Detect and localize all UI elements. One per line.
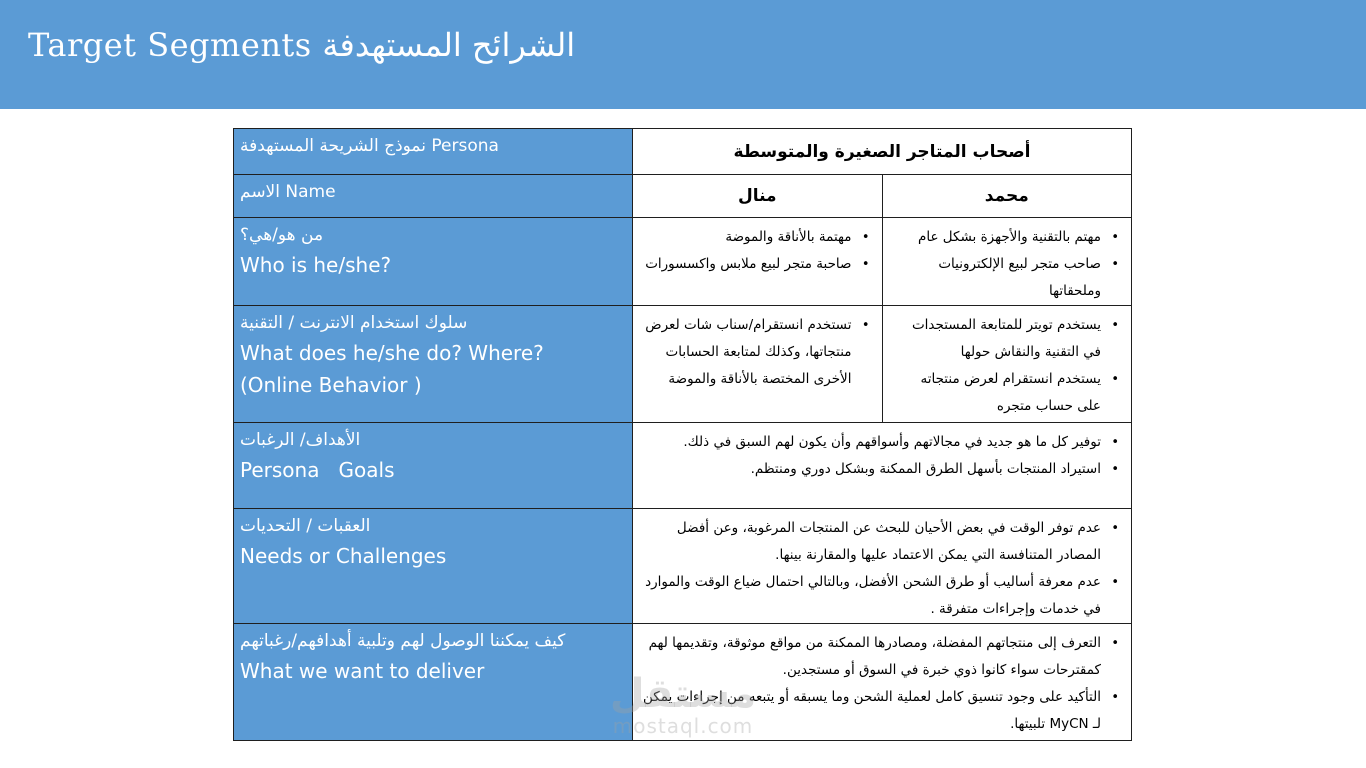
watermark-logo: مستقل <box>609 671 757 717</box>
list-item: • مهتم بالتقنية والأجهزة بشكل عام <box>893 224 1102 251</box>
table-row <box>234 129 1132 175</box>
list-item: • مهتمة بالأناقة والموضة <box>643 224 852 251</box>
table-row <box>234 624 1132 741</box>
table-row <box>234 175 1132 218</box>
list-item: • صاحب متجر لبيع الإلكترونيات وملحقاتها <box>893 251 1102 305</box>
label-ar: كيف يمكننا الوصول لهم وتلبية أهدافهم/رغباتهم <box>240 631 566 651</box>
list-item: • توفير كل ما هو جديد في مجالاتهم وأسواقهم وأن يكون لهم السبق في ذلك. <box>643 429 1101 456</box>
persona-2-name: منال <box>633 175 883 218</box>
label-ar: سلوك استخدام الانترنت / التقنية <box>240 313 468 333</box>
row-label-name <box>234 175 633 218</box>
label-en: Needs or Challenges <box>240 544 447 568</box>
list-item: • يستخدم تويتر للمتابعة المستجدات في التقنية والنقاش حولها <box>893 312 1102 366</box>
list-item: • يستخدم انستقرام لعرض منتجاته على حساب متجره <box>893 366 1102 420</box>
persona-2-behavior <box>633 306 883 423</box>
row-label-deliver <box>234 624 633 741</box>
table-row <box>234 218 1132 306</box>
label-en: What does he/she do? Where? <box>240 341 544 365</box>
persona-1-name: محمد <box>882 175 1132 218</box>
persona-2-who <box>633 218 883 306</box>
row-label-challenges <box>234 509 633 624</box>
slide-header <box>0 0 1366 109</box>
list-item: • صاحبة متجر لبيع ملابس واكسسورات <box>643 251 852 278</box>
persona-1-behavior <box>882 306 1132 423</box>
row-label-goals <box>234 423 633 509</box>
slide-title: Target Segments الشرائح المستهدفة <box>28 26 576 64</box>
row-label-persona <box>234 129 633 175</box>
table-row <box>234 423 1132 509</box>
persona-table <box>233 128 1132 741</box>
row-label-who <box>234 218 633 306</box>
label-ar: نموذج الشريحة المستهدفة Persona <box>240 136 499 156</box>
goals-cell <box>633 423 1132 509</box>
list-item: • عدم توفر الوقت في بعض الأحيان للبحث عن المنتجات المرغوبة، وعن أفضل المصادر المتنافسة التي يمكن الاعتماد عليها والمقارنة بينها. <box>643 515 1101 569</box>
row-label-behavior <box>234 306 633 423</box>
persona-1-who <box>882 218 1132 306</box>
label-en-2: (Online Behavior ) <box>240 373 422 397</box>
label-en: Persona Goals <box>240 458 395 482</box>
table-row <box>234 509 1132 624</box>
label-ar: من هو/هي؟ <box>240 225 324 245</box>
label-ar: العقبات / التحديات <box>240 516 371 536</box>
watermark-text: mostaql.com <box>612 714 754 738</box>
label-ar: الأهداف/ الرغبات <box>240 430 361 450</box>
segment-title: أصحاب المتاجر الصغيرة والمتوسطة <box>633 129 1132 175</box>
list-item: • تستخدم انستقرام/سناب شات لعرض منتجاتها، وكذلك لمتابعة الحسابات الأخرى المختصة بالأناقة والموضة <box>643 312 852 393</box>
list-item: • التعرف إلى منتجاتهم المفضلة، ومصادرها الممكنة من مواقع موثوقة، وتقديمها لهم كمقترحات سواء كانوا ذوي خبرة في السوق أو مستجدين. <box>643 630 1101 684</box>
list-item: • عدم معرفة أساليب أو طرق الشحن الأفضل، وبالتالي احتمال ضياع الوقت والموارد في خدمات وإجراءات متفرقة . <box>643 569 1101 623</box>
label-en: What we want to deliver <box>240 659 485 683</box>
label-ar: الاسم Name <box>240 182 336 202</box>
table-row <box>234 306 1132 423</box>
list-item: • استيراد المنتجات بأسهل الطرق الممكنة وبشكل دوري ومنتظم. <box>643 456 1101 483</box>
label-en: Who is he/she? <box>240 253 392 277</box>
deliver-cell <box>633 624 1132 741</box>
challenges-cell <box>633 509 1132 624</box>
list-item: • التأكيد على وجود تنسيق كامل لعملية الشحن وما يسبقه أو يتبعه من إجراءات يمكن لـ MyCN تلبيتها. <box>643 684 1101 738</box>
